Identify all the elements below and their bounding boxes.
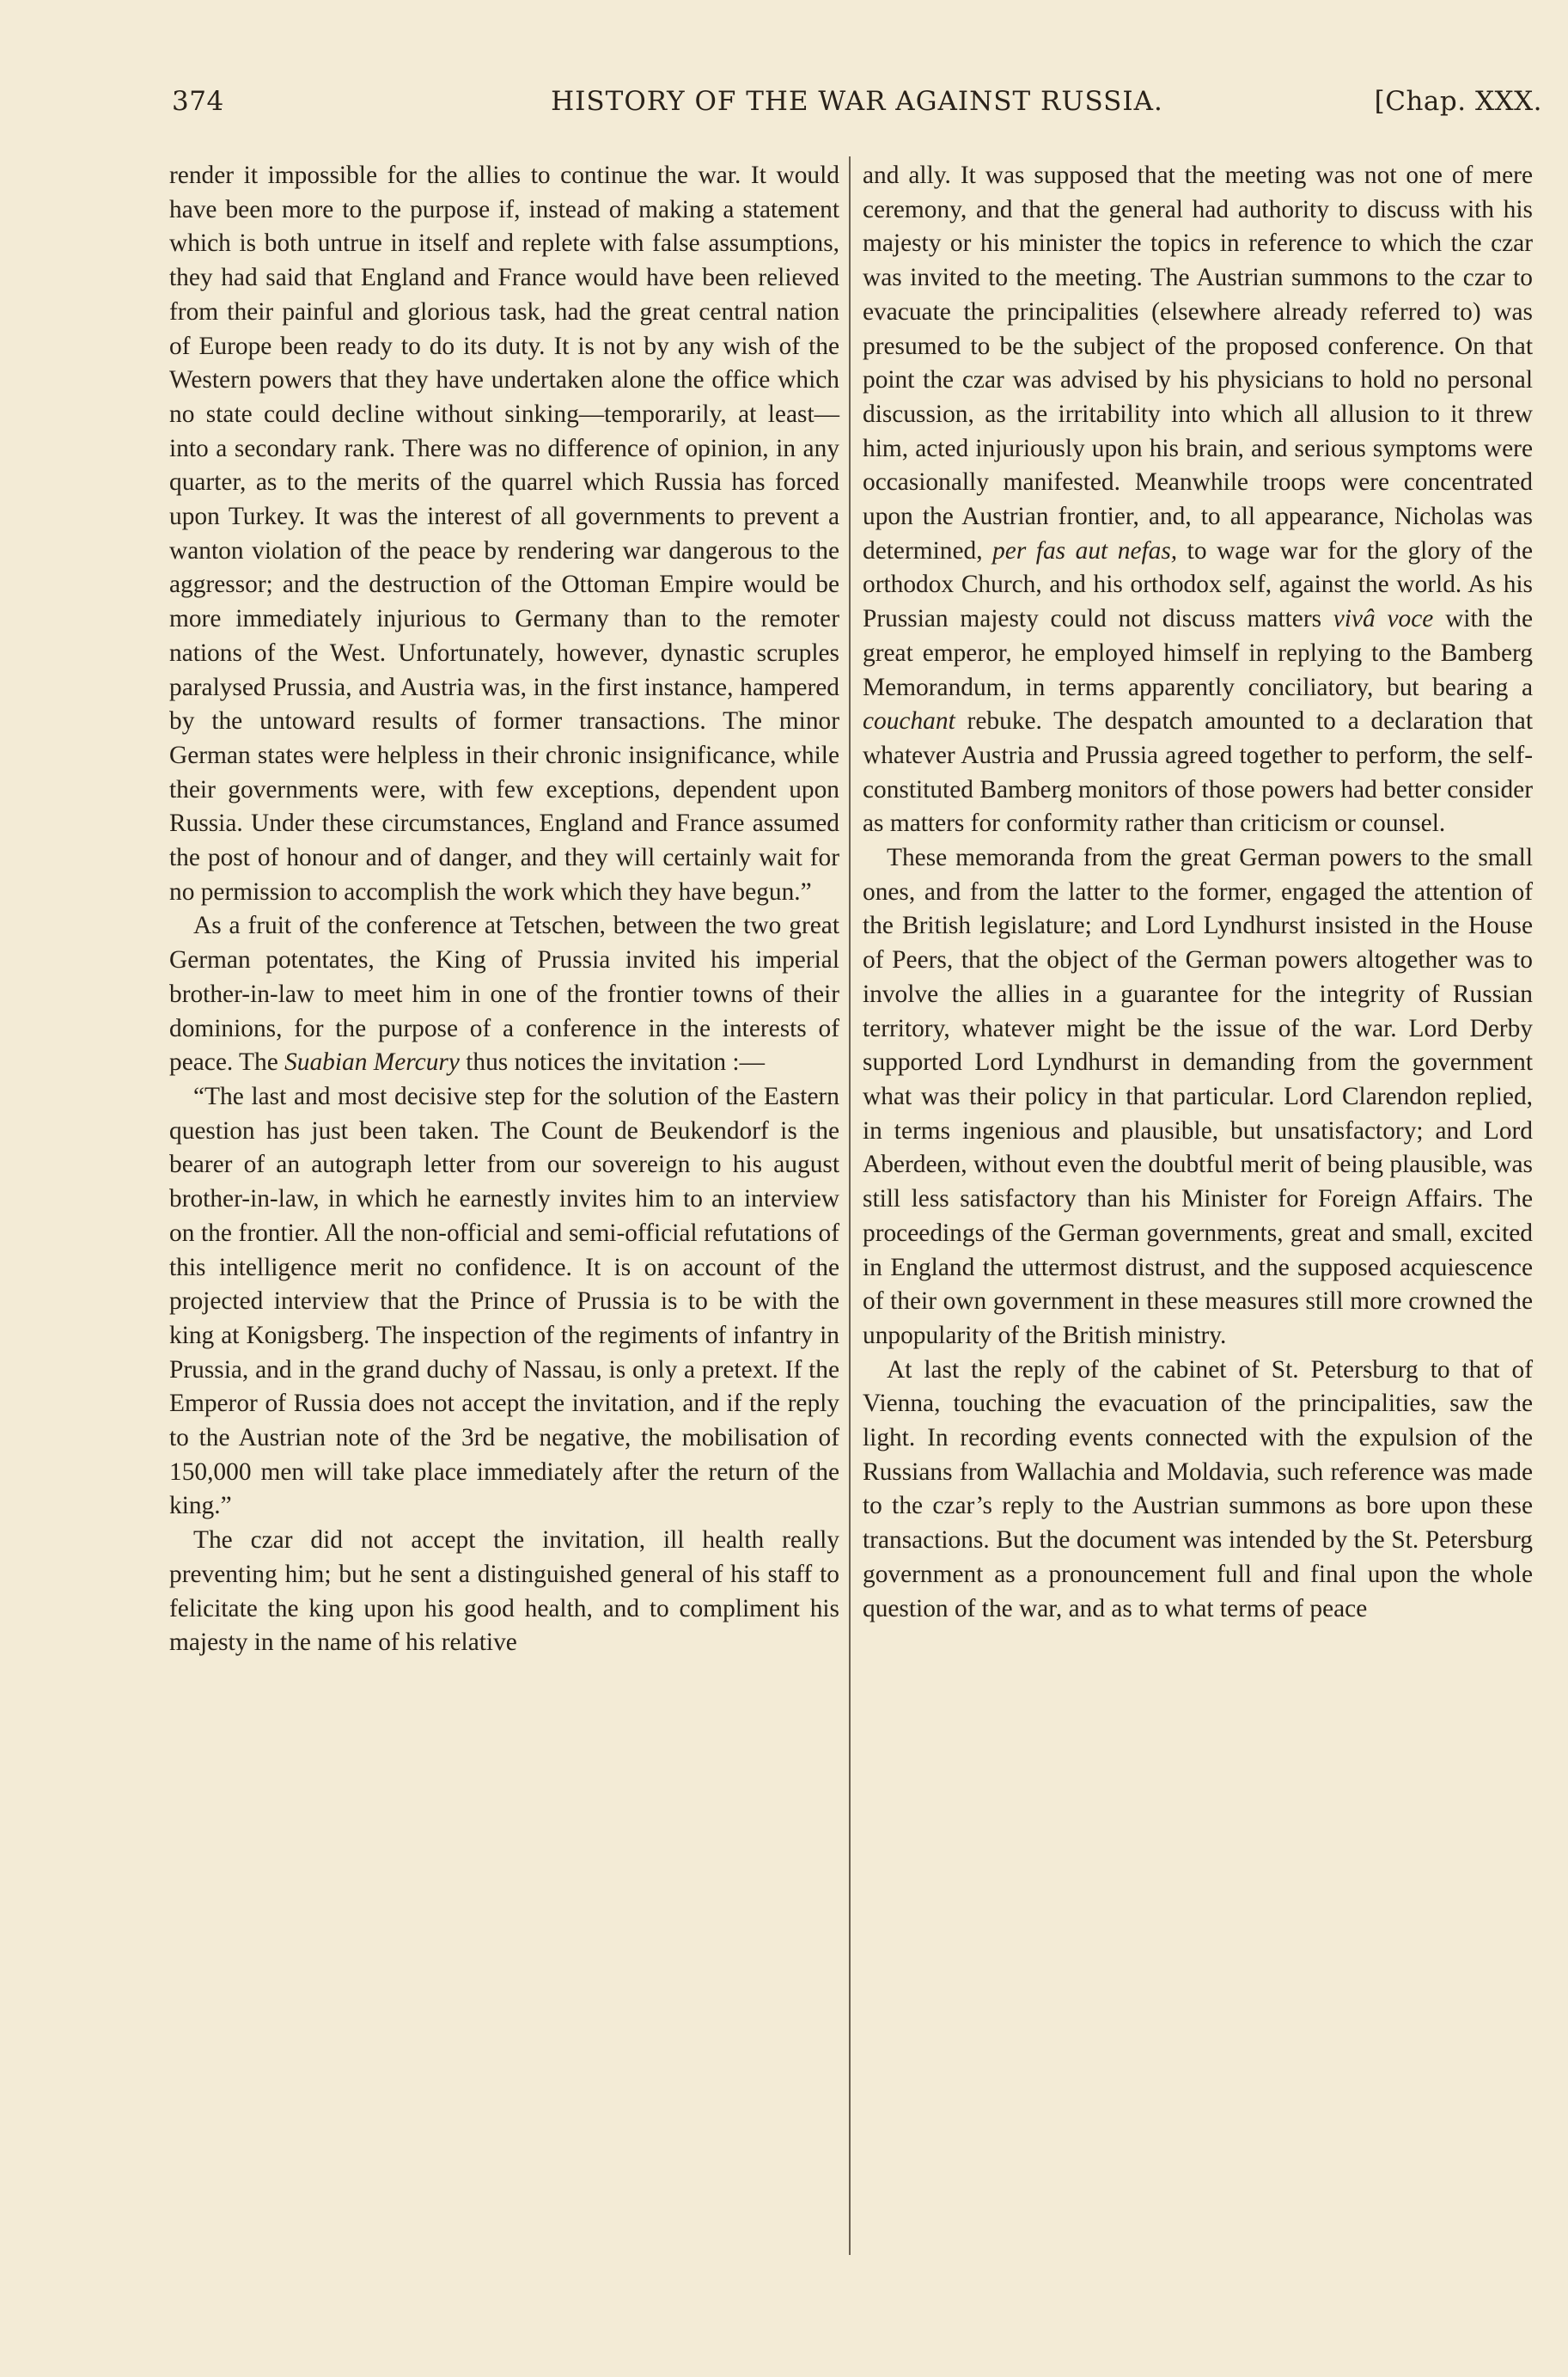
left-paragraph-2-text-a: As a fruit of the conference at Tetschen, between the two great German potentates, the King of Prussia invited his imperial brother-in-law to meet him in one of the frontier towns of their dominions, for the purpose of a conference in the interests of peace. The	[169, 912, 839, 1077]
right-paragraph-1-text-b: to wage war for the glory of the orthodox Church, and his orthodox self, against the world. As his Prussian majesty could not discuss matters	[863, 536, 1533, 633]
right-paragraph-1-italic-3: couchant	[863, 707, 955, 736]
right-paragraph-2: These memoranda from the great German powers to the small ones, and from the latter to the former, engaged the attention of the British legislature; and Lord Lyndhurst insisted in the House of Peers, that the object of the German powers altogether was to involve the allies in a guarantee for the integrity of Russian territory, whatever might be the issue of the war. Lord Derby supported Lord Lyndhurst in demanding from the government what was their policy in that particular. Lord Clarendon replied, in terms ingenious and plausible, but unsatisfactory; and Lord Aberdeen, without even the doubtful merit of being plausible, was still less satisfactory than his Minister for Foreign Affairs. The proceedings of the German governments, great and small, excited in England the uttermost distrust, and the supposed acquiescence of their own government in these measures still more crowned the unpopularity of the British ministry.	[863, 844, 1533, 1349]
right-paragraph-1-text-c: with the great emperor, he employed himself in replying to the Bamberg Memorandum, in terms apparently conciliatory, but bearing a	[863, 605, 1533, 701]
right-paragraph-3: At last the reply of the cabinet of St. Petersburg to that of Vienna, touching the evacuation of the principalities, saw the light. In recording events connected with the expulsion of the Russians from Wallachia and Moldavia, such reference was made to the czar’s reply to the Austrian summons as bore upon these transactions. But the document was intended by the St. Petersburg government as a pronouncement full and final upon the whole question of the war, and as to what terms of peace	[863, 1355, 1533, 1622]
left-column	[169, 159, 839, 1660]
left-paragraph-2-italic: Suabian Mercury	[284, 1048, 460, 1077]
right-column	[863, 159, 1533, 1626]
left-paragraph-1: render it impossible for the allies to continue the war. It would have been more to the purpose if, instead of making a statement which is both untrue in itself and replete with false assumptions, they had said that England and France would have been relieved from their painful and glorious task, had the great central nation of Europe been ready to do its duty. It is not by any wish of the Western powers that they have undertaken alone the office which no state could decline without sinking—temporarily, at least—into a secondary rank. There was no difference of opinion, in any quarter, as to the merits of the quarrel which Russia has forced upon Turkey. It was the interest of all governments to prevent a wanton violation of the peace by rendering war dangerous to the aggressor; and the destruction of the Ottoman Empire would be more immediately injurious to Germany than to the remoter nations of the West. Unfortunately, however, dynastic scruples paralysed Prussia, and Austria was, in the first instance, hampered by the untoward results of former transactions. The minor German states were helpless in their chronic insignificance, while their governments were, with few exceptions, dependent upon Russia. Under these circumstances, England and France assumed the post of honour and of danger, and they will certainly wait for no permission to accomplish the work which they have begun.”	[169, 162, 839, 906]
right-paragraph-1-italic-2: vivâ voce	[1333, 605, 1434, 633]
right-paragraph-1	[863, 159, 1533, 841]
running-title: HISTORY OF THE WAR AGAINST RUSSIA.	[551, 86, 1163, 117]
right-paragraph-1-text-a: and ally. It was supposed that the meeting was not one of mere ceremony, and that the general had authority to discuss with his majesty or his minister the topics in reference to which the czar was invited to the meeting. The Austrian summons to the czar to evacuate the principalities (elsewhere already referred to) was presumed to be the subject of the proposed conference. On that point the czar was advised by his physicians to hold no personal discussion, as the irritability into which all allusion to it threw him, acted injuriously upon his brain, and serious symptoms were occasionally manifested. Meanwhile troops were concentrated upon the Austrian frontier, and, to all appearance, Nicholas was determined,	[863, 162, 1533, 565]
right-paragraph-1-italic-1: per fas aut nefas,	[992, 536, 1178, 565]
left-paragraph-3-quote: “The last and most decisive step for the solution of the Eastern question has just been taken. The Count de Beukendorf is the bearer of an autograph letter from our sovereign to his august brother-in-law, in which he earnestly invites him to an interview on the frontier. All the non-official and semi-official refutations of this intelligence merit no confidence. It is on account of the projected interview that the Prince of Prussia is to be with the king at Konigsberg. The inspection of the regiments of infantry in Prussia, and in the grand duchy of Nassau, is only a pretext. If the Emperor of Russia does not accept the invitation, and if the reply to the Austrian note of the 3rd be negative, the mobilisation of 150,000 men will take place immediately after the return of the king.”	[169, 1082, 839, 1520]
left-paragraph-4: The czar did not accept the invitation, ill health really preventing him; but he sent a distinguished general of his staff to felicitate the king upon his good health, and to compliment his majesty in the name of his relative	[169, 1526, 839, 1657]
chapter-label: [Chap. XXX.	[1374, 86, 1542, 117]
column-divider	[849, 156, 851, 2255]
right-paragraph-1-text-d: rebuke. The despatch amounted to a declaration that whatever Austria and Prussia agreed together to perform, the self-constituted Bamberg monitors of those powers had better consider as matters for conformity rather than criticism or counsel.	[863, 707, 1533, 838]
left-paragraph-2	[169, 909, 839, 1080]
left-paragraph-2-text-b: thus notices the invitation :—	[459, 1048, 765, 1077]
page-number: 374	[172, 86, 224, 117]
running-head	[172, 86, 1542, 129]
